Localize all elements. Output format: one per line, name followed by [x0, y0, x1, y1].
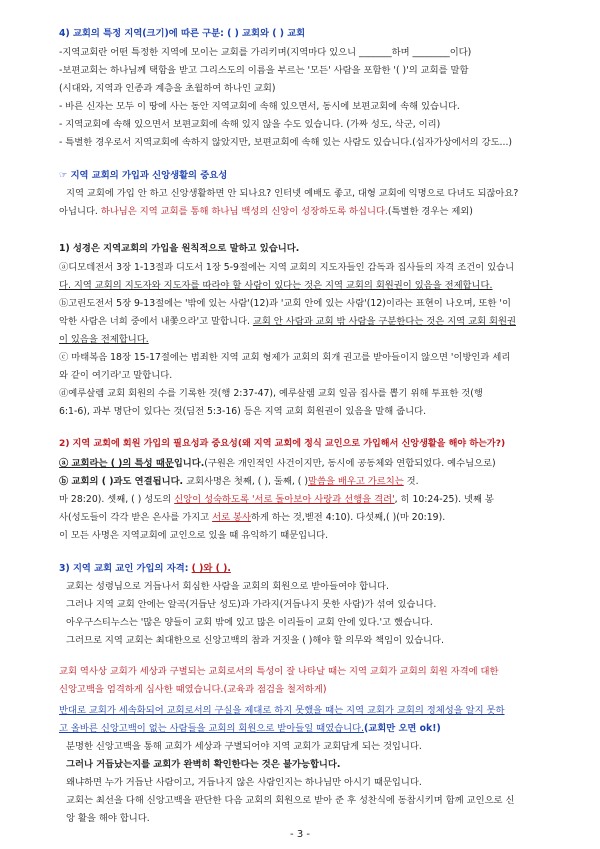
section3-line2: 그러나 지역 교회 안에는 알곡(거듭난 성도)과 가라지(거듭나지 못한 사람)가 섞여 있습니다. [66, 599, 437, 610]
section3-under1: 반대로 교회가 세속화되어 교회로서의 구실을 제대로 하지 못했을 때는 지역 교회가 교회의 정체성을 알지 못하 [59, 705, 505, 716]
intro-line2-c: (특별한 경우는 제외) [387, 206, 473, 217]
section1-d2: 6:1-6), 과부 명단이 있다는 것(딤전 5:3-16) 등은 지역 교회 회원권이 있음을 말해 줍니다. [59, 406, 427, 417]
section3-title [59, 562, 231, 575]
section1-c2: 와 같이 여기라'고 말합니다. [59, 370, 173, 381]
section2-b4: 이 모든 사명은 지역교회에 교인으로 있을 때 유익하기 때문입니다. [59, 530, 329, 541]
intro-line1: 지역 교회에 가입 안 하고 신앙생활하면 안 되나요? 인터넷 예배도 좋고, 대형 교회에 익명으로 다녀도 되잖아요? [66, 188, 519, 199]
section3-line4: 그러므로 지역 교회는 최대한으로 신앙고백의 참과 거짓을 ( )해야 할 의무와 책임이 있습니다. [66, 635, 444, 646]
section3-title-a: 3) 지역 교회 교인 가입의 자격: [59, 563, 192, 574]
section1-b2-a: 악한 사람은 너희 중에서 내쫓으라'고 말합니다. [59, 316, 253, 327]
section3-title-b: ( )와 ( ). [191, 563, 231, 574]
section1-b1: ⓑ고린도전서 5장 9-13절에는 '밖에 있는 사람'(12)과 '교회 안에 있는 사람'(12)이라는 표현이 나오며, 또한 '이 [59, 298, 511, 309]
section2-a1-b: 입니다. [173, 458, 205, 469]
section1-d1: ⓓ예루살렘 교회 회원의 수를 기록한 것(행 2:37-47), 예루살렘 교회 일곱 집사를 뽑기 위해 투표한 것(행 [59, 388, 483, 399]
section2-b1-a: ⓑ 교회의 ( )과도 연결됩니다. [59, 476, 184, 487]
section1-b3: 이 있음을 전제합니다. [59, 334, 149, 345]
section4-line3: (시대와, 지역과 인종과 계층을 초월하여 하나인 교회) [59, 83, 276, 94]
section4-line4: - 바른 신자는 모두 이 땅에 사는 동안 지역교회에 속해 있으면서, 동시에 보편교회에 속해 있습니다. [59, 101, 460, 112]
section2-b2-a: 마 28:20). 셋째, ( ) 성도의 [59, 494, 175, 505]
section1-title: 1) 성경은 지역교회의 가입을 원칙적으로 말하고 있습니다. [59, 243, 300, 254]
section1-a1: ⓐ디모데전서 3장 1-13절과 디도서 1장 5-9절에는 지역 교회의 지도자들인 감독과 집사들의 자격 조건이 있습니 [59, 262, 515, 273]
section3-under2 [59, 722, 441, 735]
section4-line5: - 지역교회에 속해 있으면서 보편교회에 속해 있지 않을 수도 있습니다. (가짜 성도, 삭군, 이리) [59, 119, 441, 130]
section3-line6: 그러나 거듭났는지를 교회가 완벽히 확인한다는 것은 불가능합니다. [66, 759, 341, 770]
section3-red1: 교회 역사상 교회가 세상과 구별되는 교회로서의 특성이 잘 나타날 때는 지역 교회가 교회의 회원 자격에 대한 [59, 666, 499, 677]
section3-line9: 앙 활을 해야 합니다. [66, 813, 150, 824]
section2-a1 [59, 457, 496, 470]
section2-b3-b: 서로 봉사 [212, 512, 252, 523]
section3-line1: 교회는 성령님으로 거듭나서 회심한 사람을 교회의 회원으로 받아들여야 합니다. [66, 581, 389, 592]
section2-title: 2) 지역 교회에 회원 가입의 필요성과 중요성(왜 지역 교회에 정식 교인으로 가입해서 신앙생활을 해야 하는가?) [59, 439, 506, 449]
section4-line2: -보편교회는 하나님께 택함을 받고 그리스도의 이름을 부르는 '모든' 사람을 포함한 '( )'의 교회를 말함 [59, 65, 469, 76]
section1-c1: ⓒ 마태복음 18장 15-17절에는 범죄한 지역 교회 형제가 교회의 회개 권고를 받아들이지 않으면 '이방인과 세리 [59, 352, 511, 363]
section3-under2-b: (교회만 오면 ok!) [364, 723, 441, 734]
section1-b2 [59, 315, 516, 328]
section2-b1-c: 말씀을 배우고 가르치는 [307, 476, 404, 487]
section2-b2 [59, 493, 494, 506]
section2-a1-c: (구원은 개인적인 사건이지만, 동시에 공동체와 연합되었다. 예수님으로) [204, 458, 496, 469]
section2-b3 [59, 511, 445, 524]
section2-b3-c: 하게 하는 것,벧전 4:10). 다섯째,( )(마 20:19). [251, 512, 446, 523]
section2-b1 [59, 475, 419, 488]
intro-line2 [59, 205, 473, 218]
section3-line5: 분명한 신앙고백을 통해 교회가 세상과 구별되어야 지역 교회가 교회답게 되는 것입니다. [66, 741, 422, 752]
section4-title: 4) 교회의 특정 지역(크기)에 따른 구분: ( ) 교회와 ( ) 교회 [59, 28, 306, 39]
intro-title: ☞ 지역 교회의 가입과 신앙생활의 중요성 [59, 170, 228, 181]
section2-a1-a: ⓐ 교회라는 ( )의 특성 때문 [59, 458, 174, 469]
section4-line1: -지역교회란 어떤 특정한 지역에 모이는 교회를 가리키며(지역마다 있으니 _______하며 ________이다) [59, 47, 472, 58]
section3-line3: 아우구스티누스는 '많은 양들이 교회 밖에 있고 많은 이리들이 교회 안에 있다.'고 했습니다. [66, 617, 433, 628]
section1-b2-b: 교회 안 사람과 교회 밖 사람을 구분한다는 것은 지역 교회 회원권 [252, 316, 516, 327]
section3-under2-a: 고 올바른 신앙고백이 없는 사람들을 교회의 회원으로 받아들일 때였습니다. [59, 723, 365, 734]
intro-line2-a: 아닙니다. [59, 206, 101, 217]
section3-line8: 교회는 최선을 다해 신앙고백을 판단한 다음 교회의 회원으로 받아 준 후 성찬식에 동참시키며 함께 교인으로 신 [66, 795, 515, 806]
section4-line6: - 특별한 경우로서 지역교회에 속하지 않았지만, 보편교회에 속해 있는 사람도 있습니다.(십자가상에서의 강도...) [59, 137, 513, 148]
section1-a2: 다. 지역 교회의 지도자와 지도자를 따라야 할 사람이 있다는 것은 지역 교회의 회원권이 있음을 전제합니다. [59, 280, 493, 291]
page-number: - 3 - [290, 829, 310, 840]
section2-b1-d: 것. [403, 476, 419, 487]
section2-b2-c: , 히 10:24-25). 넷째 봉 [394, 494, 494, 505]
section2-b1-b: 교회사명은 첫째, ( ), 둘째, ( ) [183, 476, 308, 487]
intro-line2-b: 하나님은 지역 교회를 통해 하나님 백성의 신앙이 성장하도록 하십니다. [100, 206, 388, 217]
section3-red2: 신앙고백을 엄격하게 심사한 때였습니다.(교육과 점검을 철저하게) [59, 684, 327, 695]
section3-line7: 왜냐하면 누가 거듭난 사람이고, 거듭나지 않은 사람인지는 하나님만 아시기 때문입니다. [66, 777, 422, 788]
section2-b2-b: 신앙이 성숙하도록 '서로 돌아보아 사랑과 선행을 격려' [174, 494, 395, 505]
section2-b3-a: 사(성도들이 각각 받은 은사를 가지고 [59, 512, 213, 523]
